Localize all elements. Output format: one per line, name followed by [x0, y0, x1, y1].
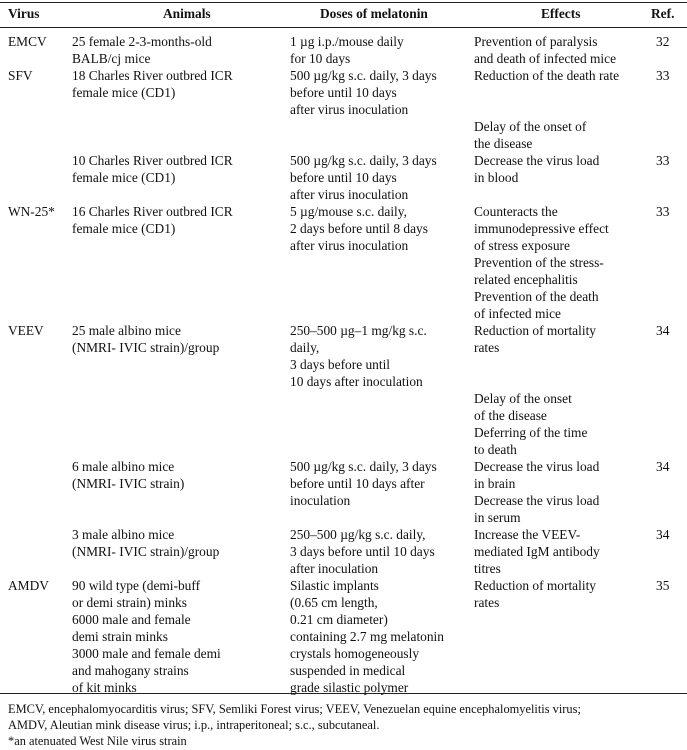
- footnote-strain: *an atenuated West Nile virus strain: [8, 734, 187, 748]
- row-effects-line: of infected mice: [474, 306, 561, 321]
- row-animals-line: or demi strain) minks: [72, 595, 187, 610]
- header-rule: [0, 27, 687, 28]
- row-effects-line: Prevention of the stress-: [474, 255, 604, 270]
- row-doses-line: crystals homogeneously: [290, 646, 420, 661]
- row-doses-line: after inoculation: [290, 561, 379, 576]
- row-doses-line: (0.65 cm length,: [290, 595, 378, 610]
- row-doses-line: suspended in medical: [290, 663, 406, 678]
- row-effects-line: to death: [474, 442, 517, 457]
- row-effects-line: immunodepressive effect: [474, 221, 609, 236]
- row-animals-line: female mice (CD1): [72, 85, 176, 100]
- row-doses-line: daily,: [290, 340, 320, 355]
- row-animals-line: 3000 male and female demi: [72, 646, 221, 661]
- row-ref: 33: [656, 204, 670, 219]
- row-doses-line: after virus inoculation: [290, 187, 409, 202]
- row-effects-line: Decrease the virus load: [474, 153, 600, 168]
- row-animals-line: (NMRI- IVIC strain): [72, 476, 185, 491]
- row-ref: 34: [656, 527, 670, 542]
- row-effects-line: Prevention of the death: [474, 289, 599, 304]
- row-ref: 34: [656, 323, 670, 338]
- row-animals-line: 6 male albino mice: [72, 459, 175, 474]
- row-effects-line: the disease: [474, 136, 533, 151]
- row-ref: 33: [656, 153, 670, 168]
- row-animals-line: 16 Charles River outbred ICR: [72, 204, 233, 219]
- row-doses-line: containing 2.7 mg melatonin: [290, 629, 444, 644]
- row-virus: SFV: [8, 68, 33, 83]
- header-effects: Effects: [541, 6, 581, 21]
- row-effects-line: in blood: [474, 170, 519, 185]
- row-doses-line: 250–500 µg–1 mg/kg s.c.: [290, 323, 427, 338]
- row-doses-line: 3 days before until 10 days: [290, 544, 435, 559]
- footnote-abbrev-2: AMDV, Aleutian mink disease virus; i.p., intraperitoneal; s.c., subcutaneal.: [8, 718, 380, 732]
- row-doses-line: 250–500 µg/kg s.c. daily,: [290, 527, 426, 542]
- header-animals: Animals: [163, 6, 211, 21]
- row-animals-line: (NMRI- IVIC strain)/group: [72, 544, 220, 559]
- row-ref: 32: [656, 34, 670, 49]
- row-effects-line: and death of infected mice: [474, 51, 617, 66]
- row-virus: AMDV: [8, 578, 49, 593]
- row-effects-line: related encephalitis: [474, 272, 578, 287]
- row-animals-line: 25 male albino mice: [72, 323, 181, 338]
- header-ref: Ref.: [651, 6, 675, 21]
- row-animals-line: and mahogany strains: [72, 663, 189, 678]
- row-virus: WN-25*: [8, 204, 55, 219]
- row-animals-line: female mice (CD1): [72, 221, 176, 236]
- row-doses-line: Silastic implants: [290, 578, 379, 593]
- row-effects-line: Delay of the onset of: [474, 119, 587, 134]
- row-doses-line: before until 10 days: [290, 170, 397, 185]
- row-doses-line: 10 days after inoculation: [290, 374, 423, 389]
- row-animals-line: of kit minks: [72, 680, 137, 695]
- row-animals-line: female mice (CD1): [72, 170, 176, 185]
- row-ref: 35: [656, 578, 670, 593]
- row-doses-line: 500 µg/kg s.c. daily, 3 days: [290, 459, 437, 474]
- row-animals-line: 90 wild type (demi-buff: [72, 578, 201, 593]
- top-rule: [0, 2, 687, 3]
- row-effects-line: rates: [474, 340, 500, 355]
- row-doses-line: 1 µg i.p./mouse daily: [290, 34, 404, 49]
- row-doses-line: 0.21 cm diameter): [290, 612, 388, 627]
- row-doses-line: before until 10 days: [290, 85, 397, 100]
- row-effects-line: Reduction of mortality: [474, 578, 596, 593]
- row-effects-line: mediated IgM antibody: [474, 544, 600, 559]
- row-animals-line: 18 Charles River outbred ICR: [72, 68, 233, 83]
- row-effects-line: Increase the VEEV-: [474, 527, 581, 542]
- footnote-abbrev-1: EMCV, encephalomyocarditis virus; SFV, Semliki Forest virus; VEEV, Venezuelan equine encephalomyelitis virus;: [8, 702, 581, 716]
- row-doses-line: 2 days before until 8 days: [290, 221, 428, 236]
- row-animals-line: 6000 male and female: [72, 612, 191, 627]
- row-effects-line: in serum: [474, 510, 521, 525]
- row-effects-line: Reduction of the death rate: [474, 68, 620, 83]
- row-animals-line: 10 Charles River outbred ICR: [72, 153, 233, 168]
- row-effects-line: rates: [474, 595, 500, 610]
- row-doses-line: before until 10 days after: [290, 476, 425, 491]
- row-doses-line: 3 days before until: [290, 357, 391, 372]
- row-doses-line: after virus inoculation: [290, 238, 409, 253]
- row-effects-line: of the disease: [474, 408, 547, 423]
- row-effects-line: in brain: [474, 476, 516, 491]
- row-animals-line: 3 male albino mice: [72, 527, 175, 542]
- row-virus: VEEV: [8, 323, 44, 338]
- row-effects-line: Delay of the onset: [474, 391, 572, 406]
- row-animals-line: BALB/cj mice: [72, 51, 151, 66]
- row-effects-line: Reduction of mortality: [474, 323, 596, 338]
- bottom-rule: [0, 693, 687, 694]
- row-doses-line: 500 µg/kg s.c. daily, 3 days: [290, 68, 437, 83]
- row-doses-line: grade silastic polymer: [290, 680, 409, 695]
- row-effects-line: Counteracts the: [474, 204, 558, 219]
- row-ref: 34: [656, 459, 670, 474]
- row-doses-line: for 10 days: [290, 51, 351, 66]
- row-effects-line: Decrease the virus load: [474, 459, 600, 474]
- row-animals-line: 25 female 2-3-months-old: [72, 34, 212, 49]
- row-effects-line: of stress exposure: [474, 238, 570, 253]
- row-animals-line: demi strain minks: [72, 629, 168, 644]
- header-virus: Virus: [8, 6, 40, 21]
- row-effects-line: titres: [474, 561, 501, 576]
- row-effects-line: Prevention of paralysis: [474, 34, 598, 49]
- row-effects-line: Deferring of the time: [474, 425, 588, 440]
- row-doses-line: 500 µg/kg s.c. daily, 3 days: [290, 153, 437, 168]
- row-doses-line: inoculation: [290, 493, 351, 508]
- row-ref: 33: [656, 68, 670, 83]
- row-doses-line: 5 µg/mouse s.c. daily,: [290, 204, 407, 219]
- header-doses: Doses of melatonin: [320, 6, 428, 21]
- row-virus: EMCV: [8, 34, 47, 49]
- row-animals-line: (NMRI- IVIC strain)/group: [72, 340, 220, 355]
- row-doses-line: after virus inoculation: [290, 102, 409, 117]
- row-effects-line: Decrease the virus load: [474, 493, 600, 508]
